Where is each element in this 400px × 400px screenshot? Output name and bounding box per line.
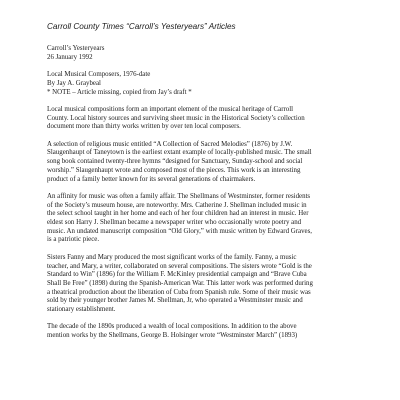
paragraph xyxy=(47,141,377,185)
text-line: Carroll’s Yesteryears xyxy=(47,45,105,52)
text-line: By Jay A. Graybeal xyxy=(47,79,101,87)
dateline-block xyxy=(47,45,377,62)
paragraph xyxy=(47,106,377,132)
text-line: * NOTE – Article missing, copied from Jay’s draft * xyxy=(47,88,192,96)
document-heading: Carroll County Times “Carroll’s Yesteryears” Articles xyxy=(47,22,236,31)
text-line: Sisters Fanny and Mary produced the most significant works of the family. Fanny, a music xyxy=(47,253,297,261)
text-line: Shall Be Free” (1898) during the Spanish-American War. This latter work was performed during xyxy=(47,279,313,287)
text-line: music. An undated manuscript composition “Old Glory,” with music written by Edward Graves, xyxy=(47,227,312,235)
text-line: The decade of the 1890s produced a wealth of local compositions. In addition to the above xyxy=(47,323,297,331)
text-line: Local Musical Composers, 1976-date xyxy=(47,71,151,79)
text-line: Slaugenhaupt of Taneytown is the earliest extant example of locally-published music. The small xyxy=(47,149,312,157)
text-line: An affinity for music was often a family affair. The Shellmans of Westminster, former residents xyxy=(47,192,311,200)
paragraph xyxy=(47,323,377,340)
text-line: a theatrical production about the liberation of Cuba from Spanish rule. Some of their music was xyxy=(47,288,311,296)
text-line: sold by their younger brother James M. Shellman, Jr, who operated a Westminster music and xyxy=(47,297,303,305)
paragraph-gap xyxy=(47,184,377,193)
article-body xyxy=(47,45,377,341)
paragraph xyxy=(47,254,377,315)
text-line: song book contained twenty-three hymns “designed for Sanctuary, Sunday-school and social xyxy=(47,158,303,166)
text-line: stationary establishment. xyxy=(47,306,116,314)
text-line: is a patriotic piece. xyxy=(47,236,100,244)
paragraph-gap xyxy=(47,97,377,106)
text-line: eldest son Harry J. Shellman became a newspaper writer who occasionally wrote poetry and xyxy=(47,219,302,226)
paragraph xyxy=(47,193,377,245)
text-line: A selection of religious music entitled “A Collection of Sacred Melodies” (1876) by J.W. xyxy=(47,140,293,148)
text-line: the select school taught in her home and each of her four children had an interest in music. Her xyxy=(47,210,309,218)
text-line: worship.” Slaugenhaupt wrote and composed most of the pieces. This work is an interesting xyxy=(47,166,301,174)
paragraph-gap xyxy=(47,62,377,71)
text-line: mention works by the Shellmans, George B. Holsinger wrote “Westminster March” (1893) xyxy=(47,332,298,340)
text-line: teacher, and Mary, a writer, collaborated on several compositions. The sisters wrote “Gold is the xyxy=(47,262,312,270)
text-line: 26 January 1992 xyxy=(47,53,93,61)
document-page xyxy=(47,22,377,341)
text-line: Local musical compositions form an important element of the musical heritage of Carroll xyxy=(47,105,294,113)
text-line: of the Society’s museum house, are noteworthy. Mrs. Catherine J. Shellman included music in xyxy=(47,201,307,209)
paragraph-gap xyxy=(47,315,377,324)
text-line: document more than thirty works written by over ten local composers. xyxy=(47,123,241,131)
article-meta-block xyxy=(47,71,377,97)
paragraph-gap xyxy=(47,132,377,141)
text-line: product of a family better known for its several generations of chairmakers. xyxy=(47,175,256,183)
text-line: County. Local history sources and surviving sheet music in the Historical Society’s collection xyxy=(47,114,305,122)
paragraph-gap xyxy=(47,245,377,254)
text-line: Standard to Win” (1896) for the William F. McKinley presidential campaign and “Brave Cuba xyxy=(47,271,307,279)
